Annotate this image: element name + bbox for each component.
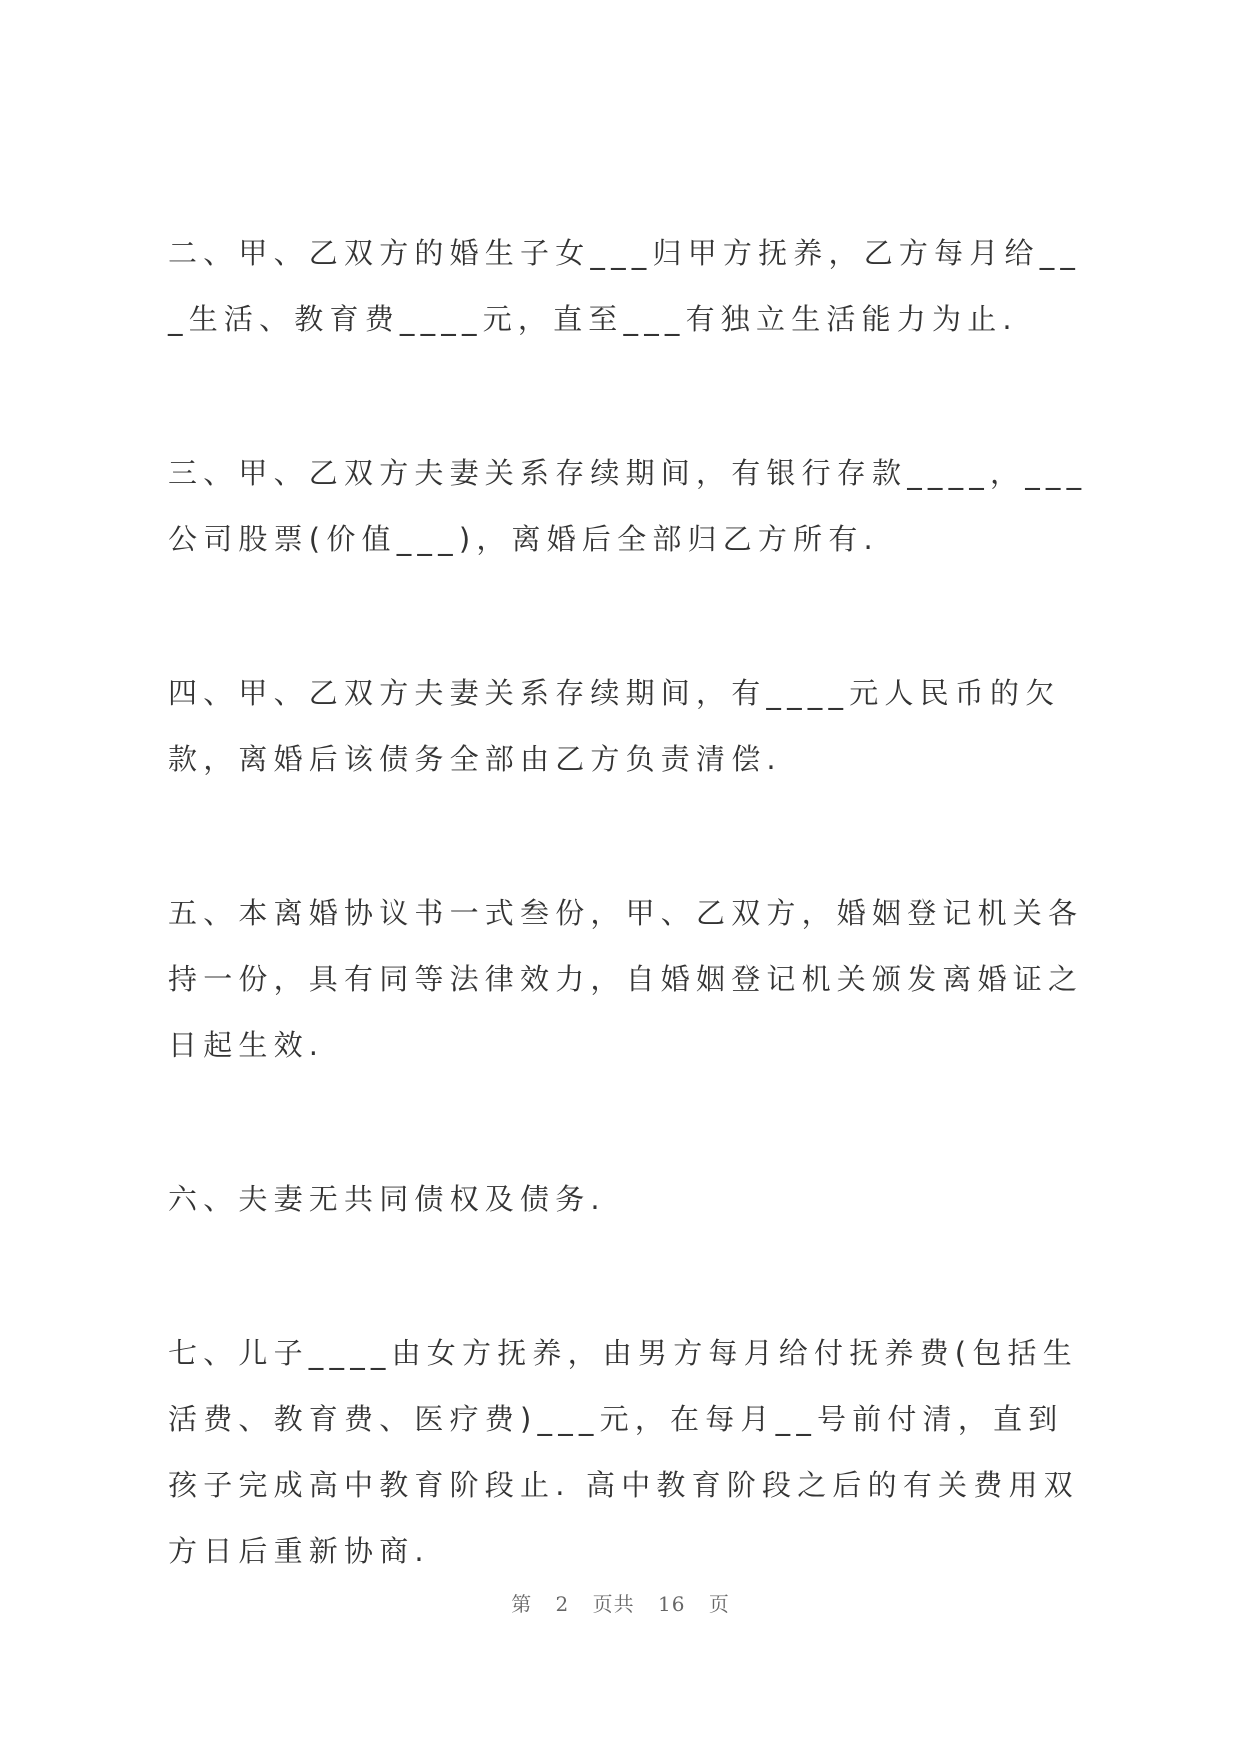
- paragraph-5: 五、本离婚协议书一式叁份，甲、乙双方，婚姻登记机关各持一份，具有同等法律效力，自婚姻登记机关颁发离婚证之日起生效.: [168, 896, 1084, 1062]
- document-body: [168, 220, 1088, 1584]
- paragraph-4: 四、甲、乙双方夫妻关系存续期间，有____元人民币的欠款，离婚后该债务全部由乙方负责清偿.: [168, 676, 1061, 776]
- footer-prefix: 第: [511, 1592, 533, 1616]
- total-pages-number: 16: [658, 1592, 686, 1616]
- paragraph-3: 三、甲、乙双方夫妻关系存续期间，有银行存款____，___公司股票(价值___)，离婚后全部归乙方所有.: [168, 456, 1088, 556]
- page-footer: [0, 1588, 1241, 1617]
- paragraph-2: 二、甲、乙双方的婚生子女___归甲方抚养，乙方每月给___生活、教育费____元，直至___有独立生活能力为止.: [168, 236, 1082, 336]
- paragraph-7: 七、儿子____由女方抚养，由男方每月给付抚养费(包括生活费、教育费、医疗费)___元，在每月__号前付清，直到孩子完成高中教育阶段止. 高中教育阶段之后的有关费用双方日后重新协商.: [168, 1336, 1079, 1568]
- current-page-number: 2: [555, 1592, 570, 1616]
- footer-middle: 页共: [592, 1592, 635, 1616]
- footer-suffix: 页: [708, 1592, 730, 1616]
- paragraph-6: 六、夫妻无共同债权及债务.: [168, 1182, 606, 1216]
